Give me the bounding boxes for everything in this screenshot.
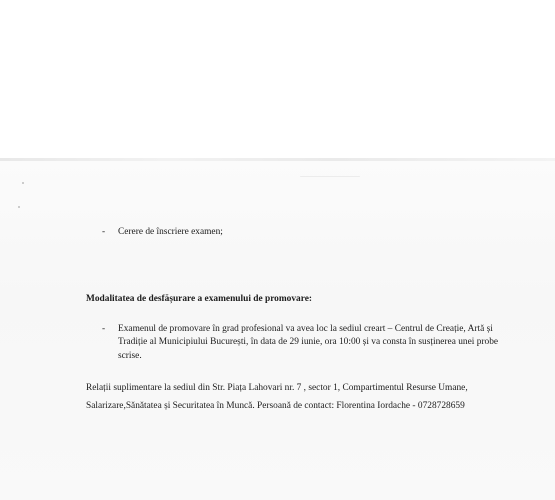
scan-edge [0, 158, 555, 161]
exam-line-3: scrise. [118, 351, 142, 361]
bullet-dash: - [102, 324, 106, 334]
scan-speck [22, 182, 24, 184]
scan-speck [300, 176, 360, 177]
contact-line-2: Salarizare,Sănătatea și Securitatea în Muncă. Persoană de contact: Florentina Iordache - 0728728659 [86, 401, 465, 411]
section-heading: Modalitatea de desfășurare a examenului de promovare: [86, 294, 313, 304]
bullet-dash: - [102, 227, 106, 237]
blank-page-area [0, 0, 555, 160]
contact-line-1: Relații suplimentare la sediul din Str. Piața Lahovari nr. 7 , sector 1, Compartimentul Resurse Umane, [86, 383, 468, 393]
scan-speck [18, 206, 20, 208]
exam-line-1: Examenul de promovare în grad profesional va avea loc la sediul creart – Centrul de Creație, Artă și [118, 324, 493, 334]
list-item-cerere: Cerere de înscriere examen; [118, 227, 223, 237]
exam-line-2: Tradiție al Municipiului București, în data de 29 iunie, ora 10:00 și va consta în susținerea unei probe [118, 337, 499, 347]
